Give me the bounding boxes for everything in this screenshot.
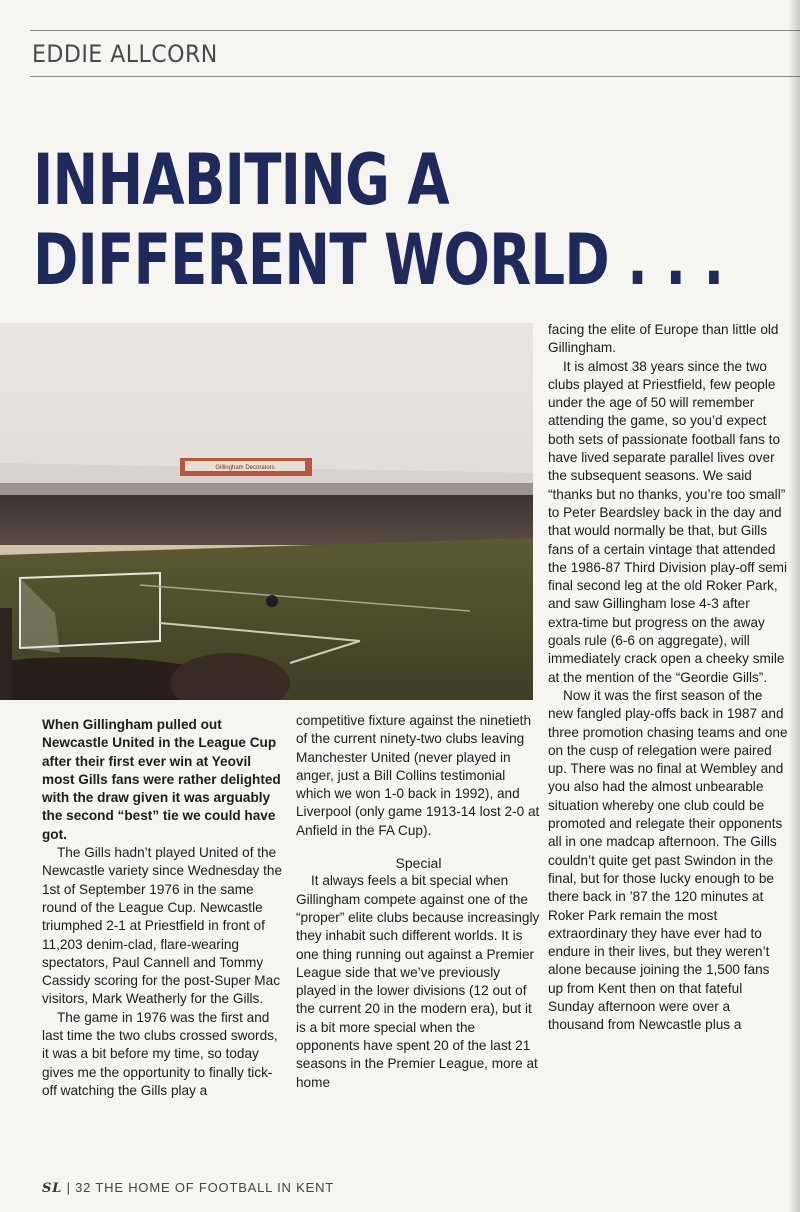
paragraph: The Gills hadn’t played United of the Newcastle variety since Wednesday the 1st of September 1976 in the same round of the League Cup. Newcastle triumphed 2-1 at Priestfield in front of 11,203 denim-clad, flare-wearing spectators, Paul Cannell and Tommy Cassidy scoring for the post-Super Mac visitors, Mark Weatherly for the Gills. bbox=[42, 845, 283, 1007]
stand-crowd bbox=[0, 495, 533, 545]
top-rule bbox=[30, 30, 800, 31]
lead-paragraph: When Gillingham pulled out Newcastle United in the League Cup after their first ever win at Yeovil most Gills fans were rather delighted with the draw given it was arguably the second “best” tie we could have got. bbox=[42, 717, 281, 842]
article-column-1 bbox=[42, 716, 286, 1100]
stand-fascia bbox=[0, 483, 533, 495]
subheading: Special bbox=[395, 855, 442, 872]
headline-line-2: DIFFERENT WORLD . . . bbox=[33, 219, 724, 301]
goalkeeper bbox=[266, 595, 278, 607]
stand-sign-text: Gillingham Decorators bbox=[215, 465, 275, 471]
paragraph: Now it was the first season of the new fangled play-offs back in 1987 and three promotion chasing teams and one on the cusp of relegation were paired up. There was no final at Wembley and you also had the almost unbearable situation whereby one club could be promoted and relegate their opponents all in one madcap afternoon. The Gills couldn’t quite get past Swindon in the final, but for those lucky enough to be there back in ’87 the 120 minutes at Roker Park remain the most extraordinary they have ever had to endure in their lives, but they weren’t alone because joining the 1,500 fans up from Kent then on that fateful Sunday afternoon were over a thousand from Newcastle plus a bbox=[548, 687, 788, 1033]
paragraph: facing the elite of Europe than little old Gillingham. bbox=[548, 322, 779, 356]
footer-separator: | bbox=[66, 1180, 76, 1195]
page-number: 32 bbox=[75, 1180, 92, 1195]
article-column-3 bbox=[548, 321, 788, 1035]
paragraph: The game in 1976 was the first and last time the two clubs crossed swords, it was a bit before my time, so today gives me the opportunity to finally tick-off watching the Gills play a bbox=[42, 1009, 278, 1098]
article-column-2 bbox=[296, 712, 541, 1092]
foreground-edge bbox=[0, 608, 12, 700]
stadium-photo-illustration bbox=[0, 323, 533, 700]
stadium-photo bbox=[0, 323, 533, 700]
magazine-logo: SL bbox=[42, 1181, 63, 1196]
header-rule bbox=[30, 76, 800, 77]
headline-line-1: INHABITING A bbox=[33, 139, 449, 221]
footer-title: THE HOME OF FOOTBALL IN KENT bbox=[95, 1180, 335, 1195]
author-name: EDDIE ALLCORN bbox=[32, 40, 218, 68]
paragraph: It always feels a bit special when Gillingham compete against one of the “proper” elite clubs because increasingly they inhabit such different worlds. It is one thing running out against a Premier League side that we’ve previously played in the lower divisions (12 out of the current 20 in the modern era), but it is a bit more special when the opponents have spent 20 of the last 21 seasons in the Premier League, more at home bbox=[296, 873, 540, 1090]
paragraph: It is almost 38 years since the two clubs played at Priestfield, few people under the age of 50 will remember attending the game, so you’d expect both sets of passionate football fans to have lived separate parallel lives over the subsequent seasons. We said “thanks but no thanks, you’re too small” to Peter Beardsley back in the day and that would normally be that, but Gills fans of a certain vintage that attended the 1986-87 Third Division play-off semi final second leg at the old Roker Park, and saw Gillingham lose 4-3 after extra-time but progress on the away goals rule (6-6 on aggregate), will immediately crack open a cheeky smile at the mention of the “Geordie Gills”. bbox=[548, 358, 788, 685]
page-gutter-shadow bbox=[788, 0, 800, 1212]
paragraph: competitive fixture against the ninetieth of the current ninety-two clubs leaving Manchester United (never played in anger, just a Bill Collins testimonial which we won 1-0 back in 1992), and Liverpool (only game 1913-14 lost 2-0 at Anfield in the FA Cup). bbox=[296, 713, 540, 838]
page-footer bbox=[42, 1180, 334, 1196]
article-headline bbox=[33, 140, 723, 300]
